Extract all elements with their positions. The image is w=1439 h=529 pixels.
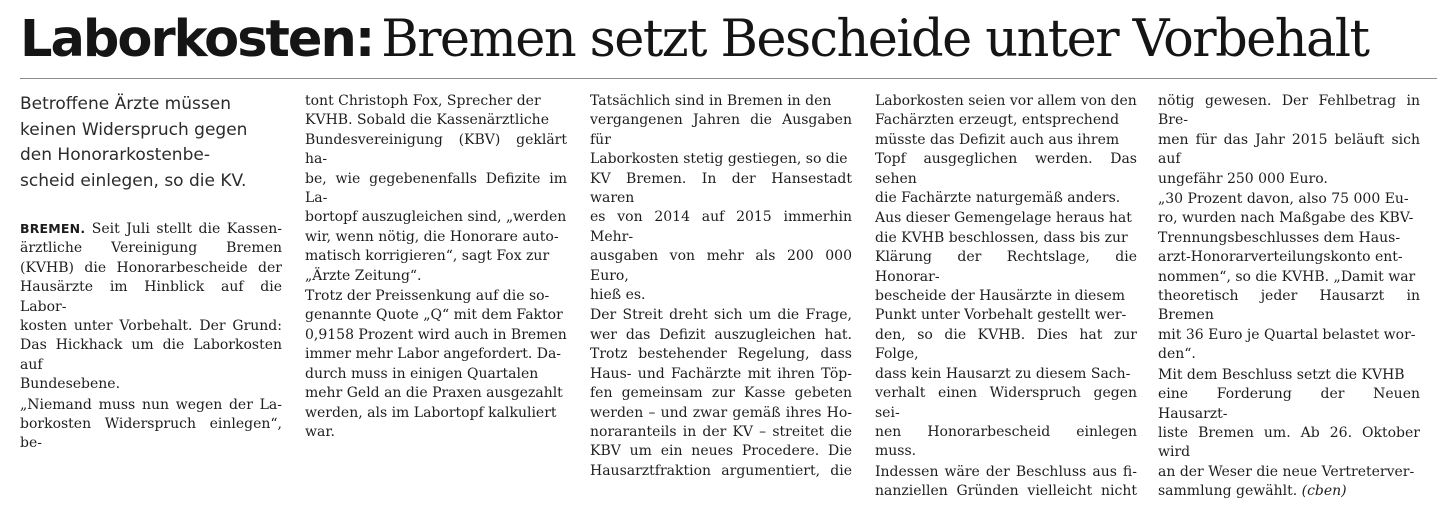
article-column-3 [590, 92, 852, 479]
paragraph: Seit Juli stellt die Kassen- ärztliche Vereinigung Bremen (KVHB) die Honorarbescheide der Hausärzte im Hinblick auf die Labor- kosten unter Vorbehalt. Der Grund: Das Hickhack um die Laborkosten auf Bundesebene. [20, 221, 282, 393]
dateline: BREMEN. [20, 221, 86, 236]
article-column-1 [20, 219, 282, 529]
paragraph: Indessen wäre der Beschluss aus fi- nanziellen Gründen vielleicht nicht [875, 463, 1137, 500]
paragraph: tont Christoph Fox, Sprecher der KVHB. Sobald die Kassenärztliche Bundesvereinigung (KBV) geklärt ha- be, wie gegebenenfalls Defizite im La- bortopf auszugleichen sind, „werden wir, wenn nötig, die Honorare auto- matisch korrigieren“, sagt Fox zur „Ärzte Zeitung“. [305, 93, 567, 284]
headline [20, 2, 1368, 78]
paragraph: „30 Prozent davon, also 75 000 Eu- ro, wurden nach Maßgabe des KBV- Trennungsbeschlusses dem Haus- arzt-Honorarverteilungskonto ent- nommen“, so die KVHB. „Damit war theoretisch jeder Hausarzt in Bremen mit 36 Euro je Quartal belastet wor- den“. [1158, 191, 1420, 363]
paragraph: Aus dieser Gemengelage heraus hat die KVHB beschlossen, dass bis zur Klärung der Rechtslage, die Honorar- bescheide der Hausärzte in diesem Punkt unter Vorbehalt gestellt wer- den, so die KVHB. Dies hat zur Folge, dass kein Hausarzt zu diesem Sach- verhalt einen Widerspruch gegen sei- nen Honorarbescheid einlegen muss. [875, 210, 1137, 460]
headline-rest: Bremen setzt Bescheide unter Vorbehalt [381, 10, 1369, 69]
paragraph: Trotz der Preissenkung auf die so- genannte Quote „Q“ mit dem Faktor 0,9158 Prozent wird auch in Bremen immer mehr Labor angefordert. Da- durch muss in einigen Quartalen mehr Geld an die Praxen ausgezahlt werden, als im Labortopf kalkuliert war. [305, 288, 567, 440]
article-column-5 [1158, 92, 1420, 500]
author-signature: (cben) [1301, 483, 1347, 500]
paragraph: nötig gewesen. Der Fehlbetrag in Bre- men für das Jahr 2015 beläuft sich auf ungefähr 250 000 Euro. [1158, 93, 1420, 187]
paragraph: „Niemand muss nun wegen der La- borkosten Widerspruch einlegen“, be- [20, 396, 282, 452]
headline-keyword: Laborkosten: [20, 10, 374, 69]
paragraph: Der Streit dreht sich um die Frage, wer das Defizit auszugleichen hat. Trotz bestehender Regelung, dass Haus- und Fachärzte mit ihren Töp- fen gemeinsam zur Kasse gebeten werden – und zwar gemäß ihres Ho- noraranteils in der KV – streitet die KBV um ein neues Procedere. Die Hausarztfraktion argumentiert, die [590, 307, 852, 479]
paragraph: Mit dem Beschluss setzt die KVHB eine Forderung der Neuen Hausarzt- liste Bremen um. Ab 26. Oktober wird an der Weser die neue Vertreterver- sammlung gewählt. [1158, 366, 1420, 500]
article-column-2 [305, 92, 567, 440]
headline-divider [20, 78, 1437, 79]
paragraph: Laborkosten seien vor allem von den Fachärzten erzeugt, entsprechend müsste das Defizit auch aus ihrem Topf ausgeglichen werden. Das sehen die Fachärzte naturgemäß anders. [875, 93, 1137, 207]
paragraph: Tatsächlich sind in Bremen in den vergangenen Jahren die Ausgaben für Laborkosten stetig gestiegen, so die KV Bremen. In der Hansestadt waren es von 2014 auf 2015 immerhin Mehr- ausgaben von mehr als 200 000 Euro, hieß es. [590, 93, 852, 304]
article-column-4 [875, 92, 1137, 500]
teaser: Betroffene Ärzte müssen keinen Widerspruch gegen den Honorarkostenbe- scheid einlegen, so die KV. [20, 94, 248, 191]
